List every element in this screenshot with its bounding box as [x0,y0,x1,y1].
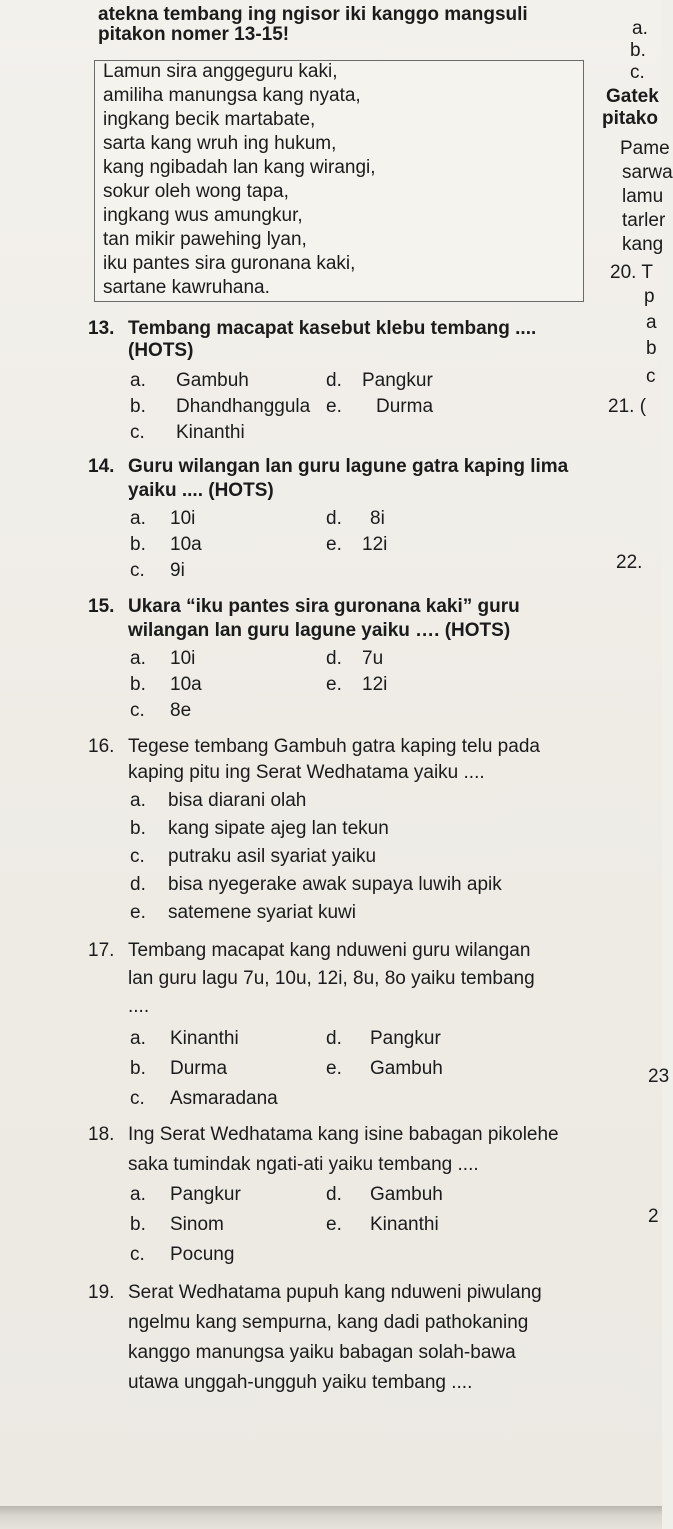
right-fragment: kang [622,234,664,255]
question-text: kanggo manungsa yaiku babagan solah-bawa [128,1342,516,1363]
option-text[interactable]: 10i [170,648,196,669]
option-label: e. [326,674,342,695]
option-text[interactable]: Pangkur [362,370,433,391]
option-label: e. [326,1058,342,1079]
right-fragment: 22. [616,552,643,573]
option-label: b. [130,534,146,555]
question-text: Tembang macapat kasebut klebu tembang .... [128,318,537,339]
option-label: e. [130,902,146,923]
right-fragment: c. [630,62,645,83]
right-fragment: Pame [620,138,670,159]
option-text[interactable]: Dhandhanggula [176,396,311,417]
question-number: 14. [88,456,115,477]
option-text[interactable]: 10a [170,674,202,695]
option-text[interactable]: Pangkur [370,1028,441,1049]
right-fragment: pitako [602,108,658,129]
question-text: Guru wilangan lan guru lagune gatra kaping lima [128,456,569,477]
option-text[interactable]: Asmaradana [170,1088,278,1109]
option-text[interactable]: 7u [362,648,384,669]
option-label: c. [130,1244,145,1265]
option-text[interactable]: 12i [362,534,388,555]
question-number: 15. [88,596,115,617]
option-label: a. [130,1184,146,1205]
question-number: 18. [88,1124,115,1145]
right-fragment: lamu [622,186,664,207]
instruction-line-2: pitakon nomer 13-15! [98,24,290,45]
option-text[interactable]: satemene syariat kuwi [168,902,356,923]
option-label: d. [326,1184,342,1205]
question-text: Serat Wedhatama pupuh kang nduweni piwulang [128,1282,542,1303]
question-text: wilangan lan guru lagune yaiku …. (HOTS) [128,620,511,641]
option-text[interactable]: Sinom [170,1214,224,1235]
option-label: b. [130,1058,146,1079]
option-label: a. [130,1028,146,1049]
right-fragment: a [646,312,657,333]
option-label: e. [326,1214,342,1235]
question-number: 16. [88,736,115,757]
option-text[interactable]: kang sipate ajeg lan tekun [168,818,389,839]
poem-box [94,60,584,302]
option-label: b. [130,818,146,839]
option-text[interactable]: 10i [170,508,196,529]
option-label: a. [130,648,146,669]
option-label: a. [130,508,146,529]
option-label: b. [130,674,146,695]
question-text: Tegese tembang Gambuh gatra kaping telu pada [128,736,540,757]
page-bottom-edge [0,1506,662,1529]
option-label: e. [326,534,342,555]
poem-line: sartane kawruhana. [103,277,270,298]
question-text: saka tumindak ngati-ati yaiku tembang .... [128,1154,479,1175]
poem-line: sarta kang wruh ing hukum, [103,133,337,154]
right-fragment: a. [632,18,648,39]
option-text[interactable]: bisa nyegerake awak supaya luwih apik [168,874,502,895]
option-label: d. [326,1028,342,1049]
option-text[interactable]: Gambuh [370,1184,443,1205]
option-label: c. [130,560,145,581]
option-label: c. [130,846,145,867]
option-label: d. [326,648,342,669]
right-fragment: c [646,366,656,387]
option-label: e. [326,396,342,417]
poem-line: sokur oleh wong tapa, [103,181,289,202]
option-text[interactable]: Kinanthi [370,1214,439,1235]
instruction-line-1: atekna tembang ing ngisor iki kanggo mangsuli [98,4,528,25]
option-text[interactable]: bisa diarani olah [168,790,307,811]
question-text: utawa unggah-ungguh yaiku tembang .... [128,1372,473,1393]
poem-line: tan mikir pawehing lyan, [103,229,307,250]
right-fragment: tarler [622,210,666,231]
question-text: yaiku .... (HOTS) [128,480,274,501]
option-text[interactable]: 8e [170,700,192,721]
option-label: c. [130,422,145,443]
option-text[interactable]: 9i [170,560,185,581]
option-label: d. [326,508,342,529]
option-text[interactable]: Pangkur [170,1184,241,1205]
question-text: lan guru lagu 7u, 10u, 12i, 8u, 8o yaiku tembang [128,968,535,989]
right-fragment: 23 [648,1066,670,1087]
question-number: 19. [88,1282,115,1303]
right-fragment: b [646,338,657,359]
question-text: kaping pitu ing Serat Wedhatama yaiku .... [128,762,485,783]
question-text: ngelmu kang sempurna, kang dadi pathokaning [128,1312,529,1333]
option-text[interactable]: Kinanthi [176,422,245,443]
option-text[interactable]: 10a [170,534,202,555]
question-text: (HOTS) [128,340,194,361]
option-label: d. [130,874,146,895]
right-fragment: 21. ( [608,396,647,417]
option-text[interactable]: 12i [362,674,388,695]
option-text[interactable]: Kinanthi [170,1028,239,1049]
option-label: a. [130,370,146,391]
question-text: Ukara “iku pantes sira guronana kaki” guru [128,596,520,617]
right-fragment: sarwa [622,162,673,183]
question-number: 17. [88,940,115,961]
right-fragment: Gatek [606,86,659,107]
option-label: d. [326,370,342,391]
poem-line: kang ngibadah lan kang wirangi, [103,157,376,178]
option-text[interactable]: Gambuh [370,1058,443,1079]
question-number: 13. [88,318,115,339]
right-fragment: 20. T [610,262,653,283]
option-text[interactable]: Pocung [170,1244,235,1265]
option-label: b. [130,396,146,417]
option-text[interactable]: 8i [370,508,385,529]
right-fragment: 2 [648,1206,659,1227]
question-text: Ing Serat Wedhatama kang isine babagan pikolehe [128,1124,559,1145]
option-text[interactable]: putraku asil syariat yaiku [168,846,377,867]
poem-line: iku pantes sira guronana kaki, [103,253,356,274]
option-text[interactable]: Durma [376,396,434,417]
option-text[interactable]: Durma [170,1058,228,1079]
option-label: b. [130,1214,146,1235]
poem-line: ingkang becik martabate, [103,109,316,130]
poem-line: ingkang wus amungkur, [103,205,303,226]
poem-line: amiliha manungsa kang nyata, [103,85,361,106]
right-fragment: p [644,286,655,307]
option-label: a. [130,790,146,811]
option-label: c. [130,1088,145,1109]
right-fragment: b. [630,40,646,61]
question-text: .... [128,996,150,1017]
poem-line: Lamun sira anggeguru kaki, [103,61,338,82]
question-text: Tembang macapat kang nduweni guru wilangan [128,940,531,961]
option-label: c. [130,700,145,721]
option-text[interactable]: Gambuh [176,370,249,391]
